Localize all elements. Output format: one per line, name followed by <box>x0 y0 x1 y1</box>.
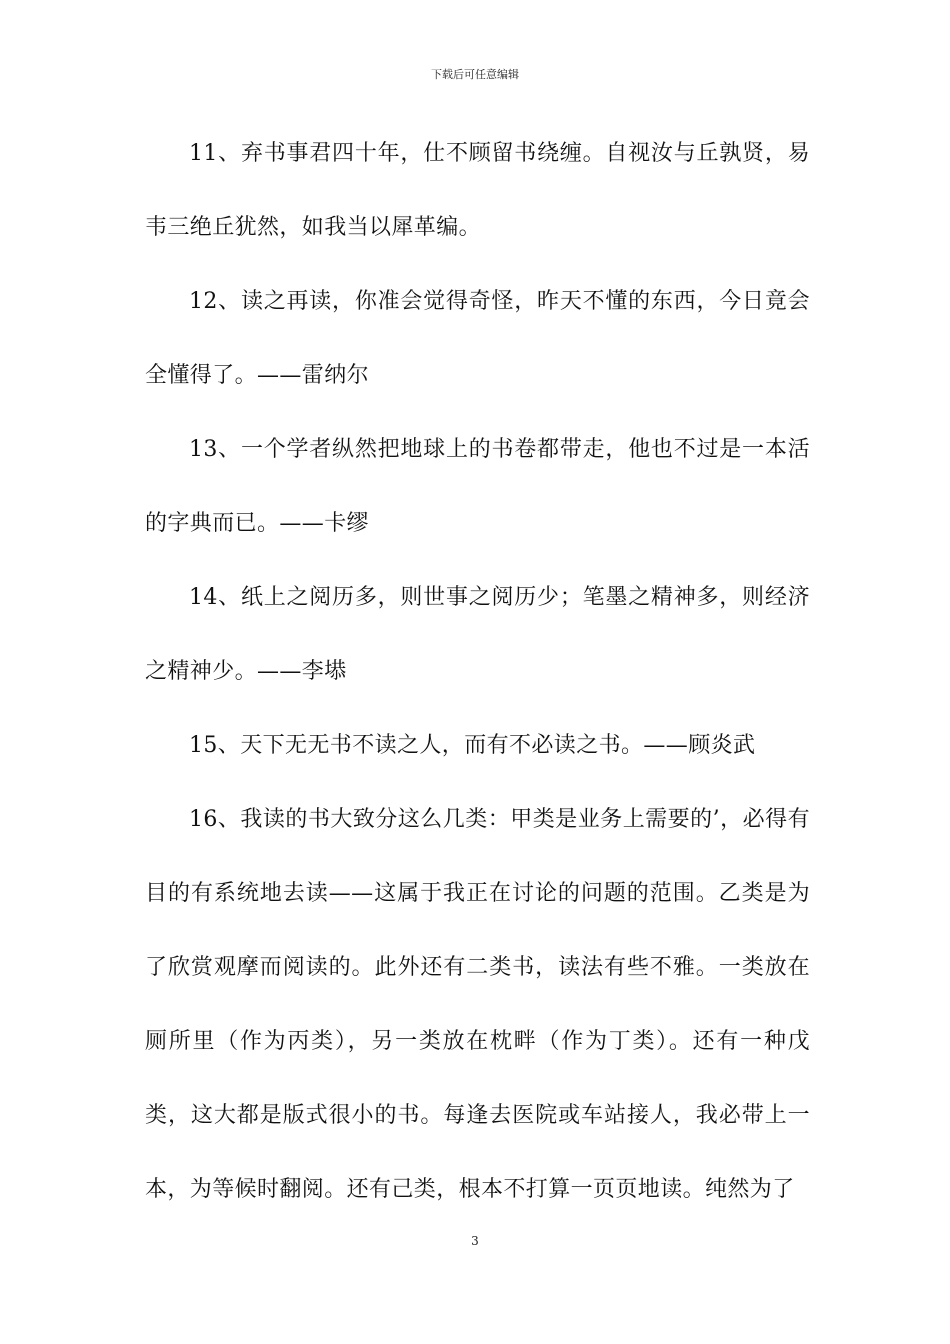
quote-paragraph-11: 11、弃书事君四十年，仕不顾留书绕缠。自视汝与丘孰贤，易韦三绝丘犹然，如我当以犀革编。 <box>145 141 810 240</box>
quote-paragraph-15: 15、天下无无书不读之人，而有不必读之书。——顾炎武 <box>189 733 756 758</box>
page-header: 下载后可任意编辑 <box>431 68 519 81</box>
quote-paragraph-14: 14、纸上之阅历多，则世事之阅历少；笔墨之精神多，则经济之精神少。——李塨 <box>145 585 810 684</box>
quote-paragraph-12: 12、读之再读，你准会觉得奇怪，昨天不懂的东西，今日竟会全懂得了。——雷纳尔 <box>145 289 810 388</box>
document-body <box>145 117 810 1227</box>
quote-paragraph-16: 16、我读的书大致分这么几类：甲类是业务上需要的’，必得有目的有系统地去读——这属于我正在讨论的问题的范围。乙类是为了欣赏观摩而阅读的。此外还有二类书，读法有些不雅。一类放在厕所里（作为丙类），另一类放在枕畔（作为丁类）。还有一种戊类，这大都是版式很小的书。每逢去医院或车站接人，我必带上一本，为等候时翻阅。还有己类，根本不打算一页页地读。纯然为了 <box>145 807 810 1202</box>
page-number: 3 <box>471 1234 479 1248</box>
quote-paragraph-13: 13、一个学者纵然把地球上的书卷都带走，他也不过是一本活的字典而已。——卡缪 <box>145 437 810 536</box>
